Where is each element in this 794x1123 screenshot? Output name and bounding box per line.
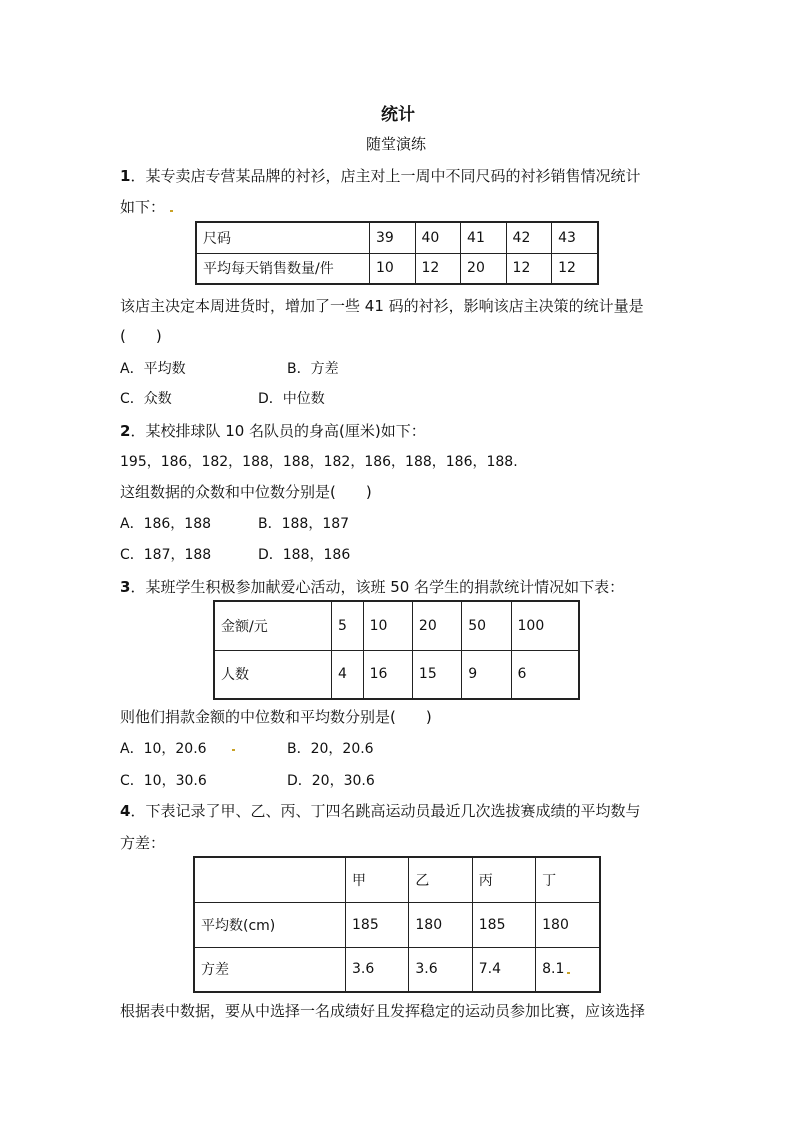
q4-stem-line1 (120, 800, 640, 821)
q2-height-data: 195，186，182，188，188，182，186，188，186，188. (120, 454, 518, 470)
page-title: 统计 (381, 105, 415, 125)
q4-number: 4 (120, 802, 131, 820)
q1-stem-line2: 如下： (120, 198, 166, 216)
q1-option-b: B．方差 (287, 361, 339, 377)
table-cell: 185 (472, 902, 535, 947)
table-cell: 3.6 (409, 947, 472, 992)
q3-option-d: D．20，30.6 (287, 773, 375, 789)
table-cell: 6 (511, 650, 579, 699)
table-cell: 180 (536, 902, 600, 947)
decorative-mark (232, 749, 235, 751)
q4-table-header-row (194, 857, 600, 902)
table-cell: 43 (552, 222, 598, 253)
q3-donation-table (213, 600, 580, 700)
q3-table-row-amount (214, 601, 579, 650)
table-cell: 丙 (472, 857, 535, 902)
table-cell: 41 (461, 222, 507, 253)
q4-table-row-variance (194, 947, 600, 992)
table-cell: 20 (412, 601, 461, 650)
table-cell: 39 (370, 222, 416, 253)
table-cell: 人数 (214, 650, 332, 699)
q2-stem-text: ．某校排球队 10 名队员的身高(厘米)如下： (130, 422, 426, 440)
q2-number: 2 (120, 422, 131, 440)
q1-option-c: C．众数 (120, 391, 172, 407)
table-cell: 12 (552, 253, 598, 284)
q2-stem-line2: 这组数据的众数和中位数分别是( ) (120, 483, 372, 501)
page-subtitle: 随堂演练 (366, 135, 427, 153)
table-cell: 尺码 (196, 222, 370, 253)
q3-stem-line2: 则他们捐款金额的中位数和平均数分别是( ) (120, 708, 432, 726)
q1-stem-line3: 该店主决定本周进货时，增加了一些 41 码的衬衫，影响该店主决策的统计量是 (120, 297, 644, 315)
table-cell: 42 (506, 222, 552, 253)
table-cell: 12 (415, 253, 461, 284)
q4-stem-text: ．下表记录了甲、乙、丙、丁四名跳高运动员最近几次选拔赛成绩的平均数与 (130, 802, 641, 820)
q1-table-row-size (196, 222, 598, 253)
table-cell (194, 857, 346, 902)
q1-number: 1 (120, 167, 131, 185)
q1-answer-blank: ( ) (120, 327, 162, 345)
q3-stem-text: ．某班学生积极参加献爱心活动，该班 50 名学生的捐款统计情况如下表： (130, 578, 625, 596)
table-cell: 9 (462, 650, 511, 699)
q4-stem-line2: 方差： (120, 834, 166, 852)
table-cell: 方差 (194, 947, 346, 992)
q2-stem-line1 (120, 420, 426, 441)
table-cell: 4 (332, 650, 364, 699)
q4-table-row-mean (194, 902, 600, 947)
table-cell: 50 (462, 601, 511, 650)
table-cell: 8.1 (536, 947, 600, 992)
q3-option-a: A．10，20.6 (120, 741, 207, 757)
table-cell: 平均每天销售数量/件 (196, 253, 370, 284)
q4-stem-line3: 根据表中数据，要从中选择一名成绩好且发挥稳定的运动员参加比赛，应该选择 (120, 1002, 646, 1020)
q3-stem-line1 (120, 576, 624, 597)
table-cell: 丁 (536, 857, 600, 902)
table-cell: 180 (409, 902, 472, 947)
table-cell: 10 (370, 253, 416, 284)
q1-table-row-sales (196, 253, 598, 284)
table-cell: 平均数(cm) (194, 902, 346, 947)
q3-number: 3 (120, 578, 131, 596)
table-cell: 20 (461, 253, 507, 284)
table-cell: 3.6 (346, 947, 409, 992)
table-cell: 乙 (409, 857, 472, 902)
table-cell: 金额/元 (214, 601, 332, 650)
table-cell: 185 (346, 902, 409, 947)
q1-option-d: D．中位数 (258, 391, 325, 407)
q2-option-d: D．188，186 (258, 547, 351, 563)
table-cell: 15 (412, 650, 461, 699)
q3-option-b: B．20，20.6 (287, 741, 374, 757)
table-cell: 7.4 (472, 947, 535, 992)
table-cell: 100 (511, 601, 579, 650)
q2-option-c: C．187，188 (120, 547, 212, 563)
table-cell: 甲 (346, 857, 409, 902)
decorative-mark (567, 972, 570, 974)
table-cell: 5 (332, 601, 364, 650)
q1-option-a: A．平均数 (120, 361, 186, 377)
table-cell: 16 (363, 650, 412, 699)
q2-option-b: B．188，187 (258, 516, 350, 532)
q1-stem-text: ．某专卖店专营某品牌的衬衫，店主对上一周中不同尺码的衬衫销售情况统计 (130, 167, 641, 185)
q4-athlete-table (193, 856, 601, 993)
q2-option-a: A．186，188 (120, 516, 212, 532)
q3-table-row-count (214, 650, 579, 699)
table-cell: 10 (363, 601, 412, 650)
q3-option-c: C．10，30.6 (120, 773, 207, 789)
q1-stem-line1 (120, 165, 640, 186)
decorative-mark (170, 210, 173, 212)
table-cell: 12 (506, 253, 552, 284)
q1-size-table (195, 221, 599, 285)
table-cell: 40 (415, 222, 461, 253)
